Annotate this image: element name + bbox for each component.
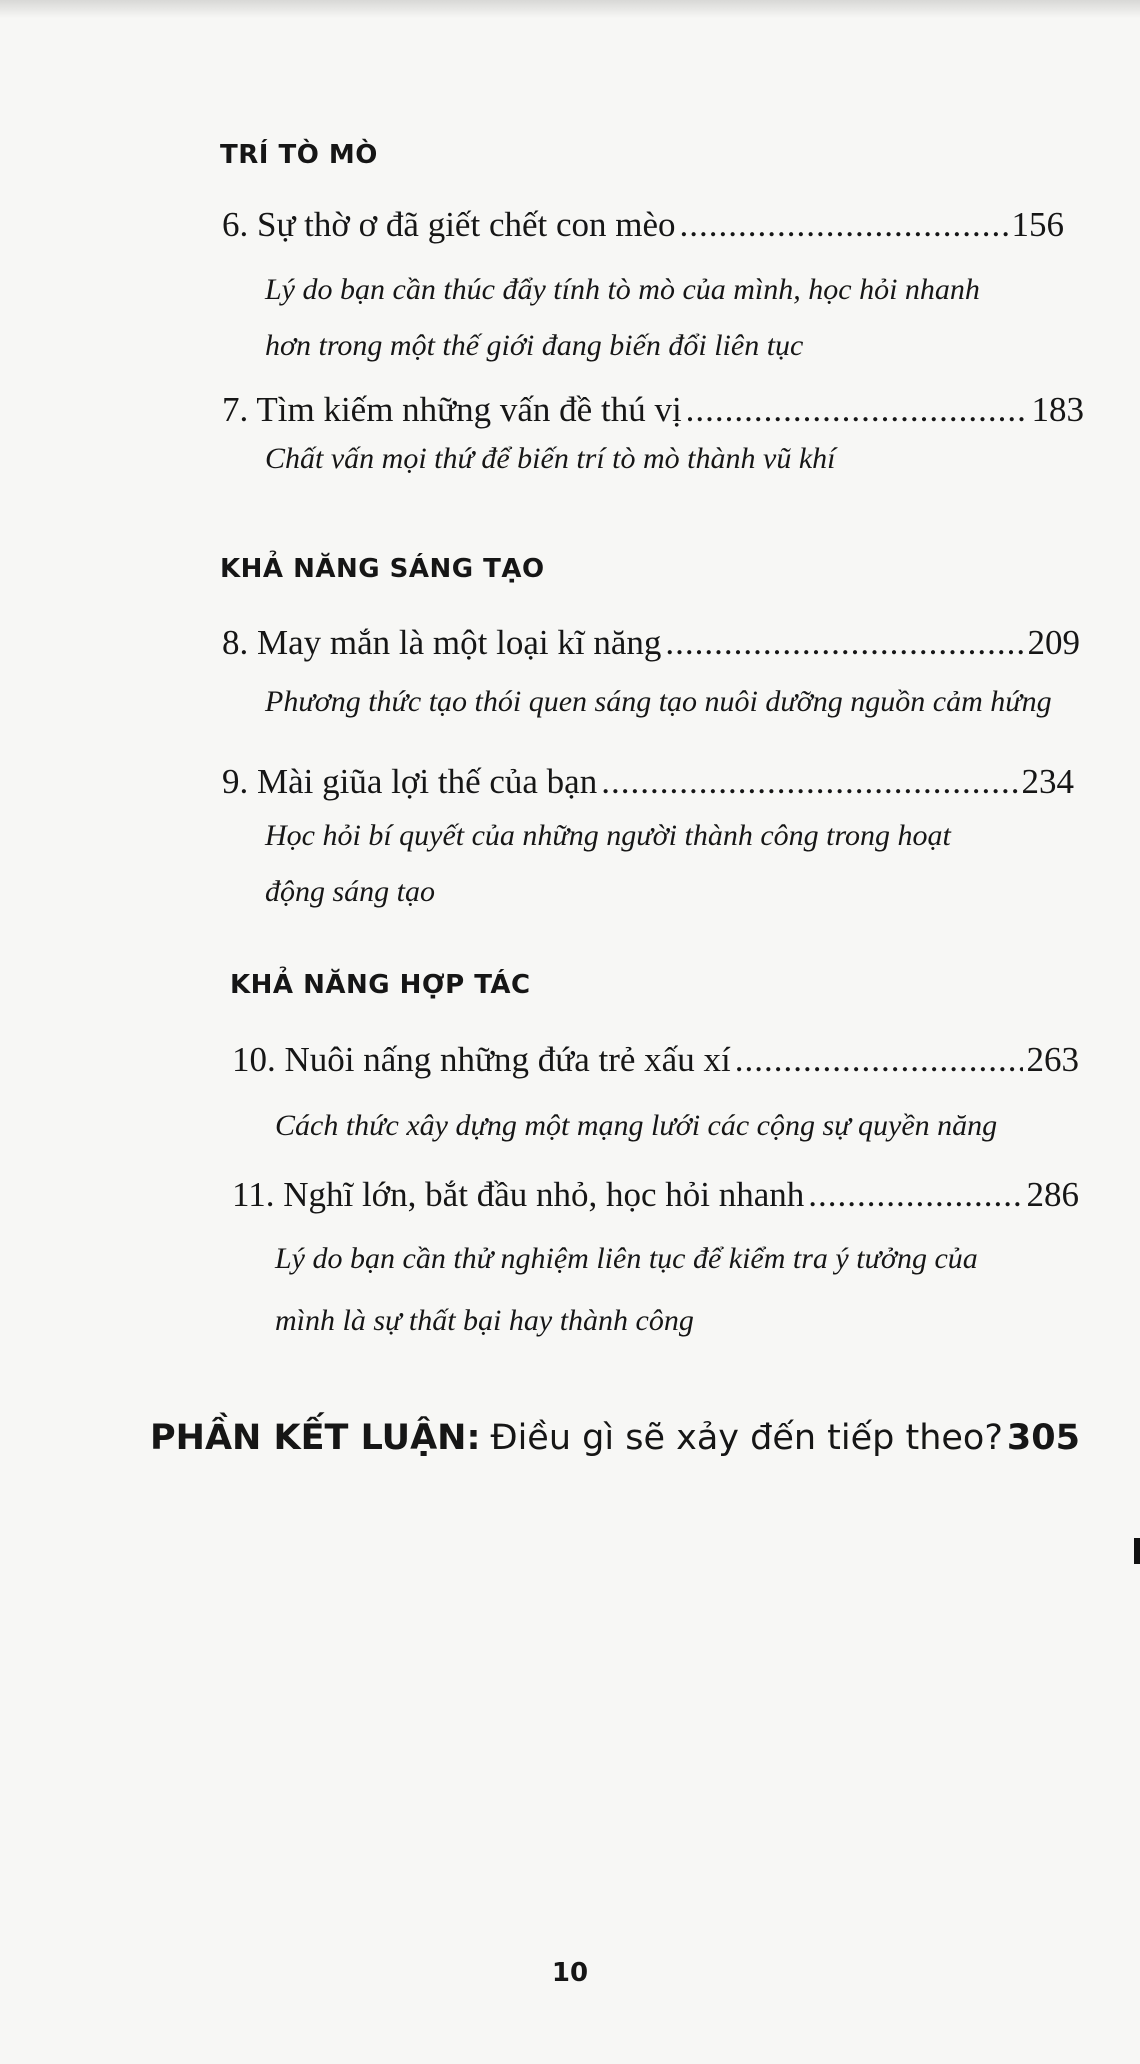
page-number: 10: [551, 1958, 589, 1988]
toc-conclusion: [150, 1418, 1080, 1458]
toc-entry-9-description: [265, 808, 951, 920]
toc-entry-title: 8. May mắn là một loại kĩ năng: [222, 623, 662, 662]
toc-entry-page: 286: [1026, 1175, 1079, 1214]
page-edge-mark: [1134, 1538, 1140, 1564]
toc-entry-title: 11. Nghĩ lớn, bắt đầu nhỏ, học hỏi nhanh: [232, 1175, 805, 1214]
leader-dots: [808, 1175, 1022, 1215]
toc-entry-title: 6. Sự thờ ơ đã giết chết con mèo: [222, 205, 676, 244]
section-heading-curiosity: TRÍ TÒ MÒ: [220, 140, 378, 170]
toc-entry-6-description: [265, 262, 980, 374]
toc-entry-title: 10. Nuôi nấng những đứa trẻ xấu xí: [232, 1040, 731, 1079]
section-heading-creativity: KHẢ NĂNG SÁNG TẠO: [220, 554, 545, 584]
description-line: Phương thức tạo thói quen sáng tạo nuôi dưỡng nguồn cảm hứng: [265, 685, 1052, 718]
leader-dots: [735, 1040, 1023, 1080]
conclusion-label: PHẦN KẾT LUẬN:: [150, 1418, 481, 1458]
leader-dots: [680, 205, 1008, 245]
description-line: Học hỏi bí quyết của những người thành công trong hoạt: [265, 819, 951, 852]
description-line: Chất vấn mọi thứ để biến trí tò mò thành vũ khí: [265, 442, 836, 475]
description-line: Cách thức xây dựng một mạng lưới các cộng sự quyền năng: [275, 1109, 998, 1142]
leader-dots: [665, 623, 1023, 663]
section-heading-collaboration: KHẢ NĂNG HỢP TÁC: [230, 970, 531, 1000]
toc-entry-title: 7. Tìm kiếm những vấn đề thú vị: [222, 390, 682, 429]
toc-entry-11-description: [275, 1228, 978, 1352]
description-line: hơn trong một thế giới đang biến đổi liên tục: [265, 329, 804, 362]
toc-entry-page: 234: [1021, 762, 1074, 801]
toc-entry-10: [232, 1040, 1079, 1080]
toc-entry-10-description: [275, 1098, 997, 1154]
toc-entry-page: 156: [1011, 205, 1064, 244]
toc-entry-6: [222, 205, 1064, 245]
toc-entry-8: [222, 623, 1080, 663]
toc-entry-11: [232, 1175, 1079, 1215]
conclusion-title: Điều gì sẽ xảy đến tiếp theo?: [490, 1418, 1003, 1458]
toc-entry-7: [222, 390, 1084, 430]
description-line: Lý do bạn cần thúc đẩy tính tò mò của mình, học hỏi nhanh: [265, 273, 980, 306]
page-top-shadow: [0, 0, 1140, 18]
toc-entry-title: 9. Mài giũa lợi thế của bạn: [222, 762, 598, 801]
toc-entry-page: 183: [1031, 390, 1084, 429]
toc-entry-7-description: [265, 431, 835, 487]
toc-entry-page: 263: [1026, 1040, 1079, 1079]
description-line: Lý do bạn cần thử nghiệm liên tục để kiểm tra ý tưởng của: [275, 1242, 978, 1275]
toc-entry-page: 209: [1027, 623, 1080, 662]
conclusion-page: 305: [1006, 1418, 1080, 1458]
toc-entry-8-description: [265, 674, 1052, 730]
leader-dots: [601, 762, 1017, 802]
description-line: động sáng tạo: [265, 875, 436, 908]
description-line: mình là sự thất bại hay thành công: [275, 1304, 694, 1337]
toc-entry-9: [222, 762, 1074, 802]
leader-dots: [686, 390, 1028, 430]
